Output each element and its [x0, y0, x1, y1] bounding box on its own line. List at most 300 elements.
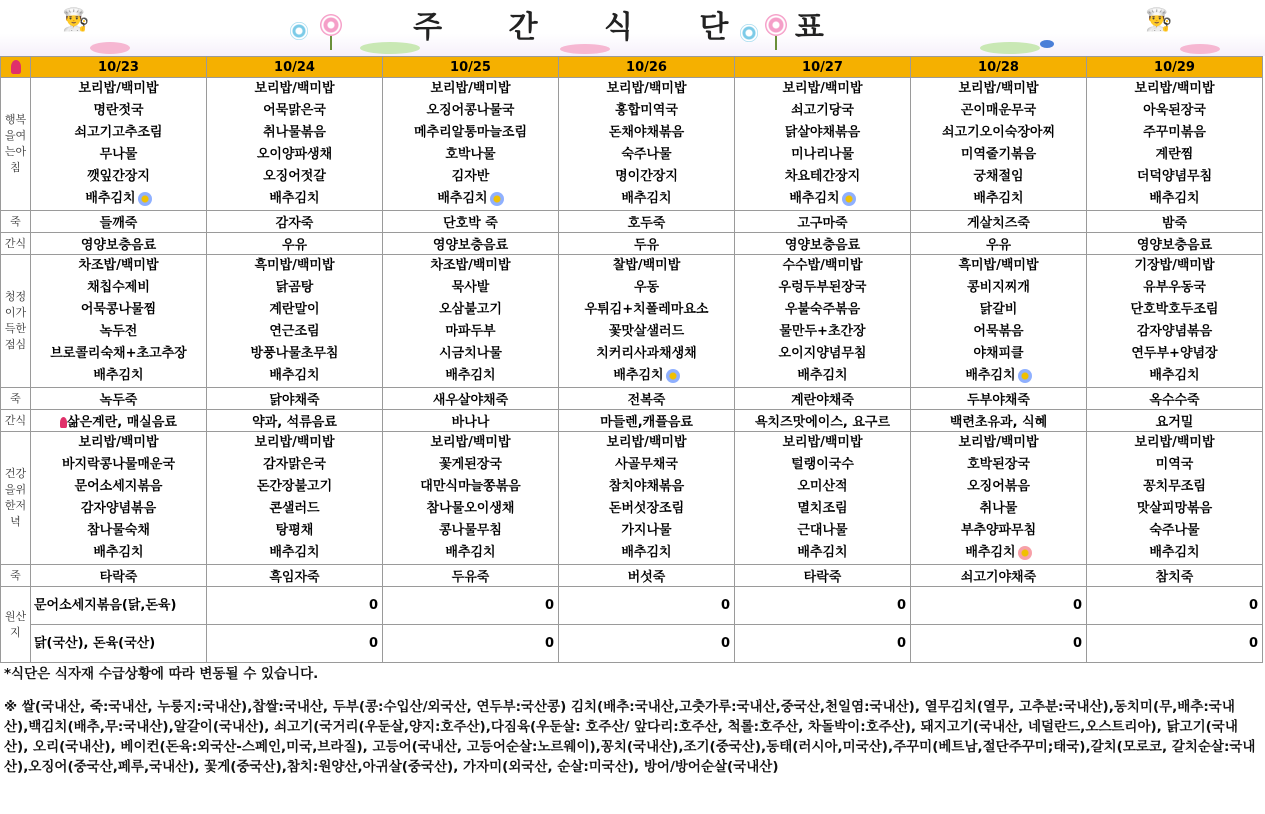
menu-item [911, 321, 1086, 343]
menu-item-text: 감자맑은국 [263, 457, 326, 472]
page-title: 주 간 식 단 표 [413, 10, 852, 45]
menu-item-text: 더덕양념무침 [1136, 169, 1213, 184]
porridge-cell [1087, 211, 1263, 233]
menu-item [559, 432, 734, 454]
menu-item [1087, 476, 1262, 498]
menu-item [735, 188, 910, 210]
origin-value: 0 [735, 587, 911, 625]
menu-item [911, 299, 1086, 321]
dinner-label: 건강을위한저녁 [1, 432, 31, 565]
menu-item [31, 498, 206, 520]
menu-item [735, 299, 910, 321]
daisy-icon [1018, 546, 1032, 560]
menu-item-text: 가지나물 [621, 523, 672, 538]
meal-cell [559, 78, 735, 211]
menu-item-text: 아욱된장국 [1143, 103, 1206, 118]
menu-item-text: 무나물 [99, 147, 138, 162]
menu-item-text: 배추김치 [269, 368, 320, 383]
meal-cell [559, 255, 735, 388]
menu-item-text: 홍합미역국 [615, 103, 678, 118]
porridge-cell-text: 쇠고기야채죽 [960, 570, 1037, 585]
menu-item [383, 343, 558, 365]
menu-item [911, 343, 1086, 365]
snack-cell-text: 영양보충음료 [784, 238, 861, 253]
menu-item [383, 299, 558, 321]
porridge-label: 죽 [1, 388, 31, 410]
origin-value: 0 [207, 625, 383, 663]
menu-item-text: 멸치조림 [797, 501, 848, 516]
notes [4, 664, 1259, 777]
porridge-cell-text: 계란야채죽 [791, 393, 854, 408]
menu-item [735, 78, 910, 100]
porridge-cell-text: 닭야채죽 [269, 393, 320, 408]
menu-item-text: 오징어젓갈 [263, 169, 326, 184]
origin-value: 0 [735, 625, 911, 663]
origin-value: 0 [383, 587, 559, 625]
menu-item [911, 277, 1086, 299]
menu-item [1087, 432, 1262, 454]
menu-item [383, 365, 558, 387]
menu-item-text: 차조밥/백미밥 [78, 258, 159, 273]
menu-item [559, 299, 734, 321]
menu-item [383, 542, 558, 564]
menu-item [31, 277, 206, 299]
menu-item [911, 542, 1086, 564]
meal-cell [911, 432, 1087, 565]
menu-item [383, 454, 558, 476]
porridge-cell-text: 녹두죽 [99, 393, 138, 408]
snack-label: 간식 [1, 233, 31, 255]
snack-cell [207, 410, 383, 432]
snack-cell [31, 410, 207, 432]
origin-value: 0 [1087, 587, 1263, 625]
menu-item-text: 기장밥/백미밥 [1134, 258, 1215, 273]
porridge-cell [207, 388, 383, 410]
porridge-cell-text: 두부야채죽 [967, 393, 1030, 408]
menu-item [911, 255, 1086, 277]
menu-item-text: 배추김치 [965, 545, 1016, 560]
menu-item-text: 배추김치 [269, 191, 320, 206]
menu-item [735, 144, 910, 166]
menu-item [559, 321, 734, 343]
menu-item [911, 498, 1086, 520]
menu-item [207, 255, 382, 277]
menu-item-text: 호박된장국 [967, 457, 1030, 472]
daisy-icon [666, 369, 680, 383]
menu-item [559, 476, 734, 498]
snack-cell [383, 410, 559, 432]
porridge-cell [735, 565, 911, 587]
menu-item-text: 닭갈비 [979, 302, 1018, 317]
menu-item-text: 쇠고기당국 [791, 103, 854, 118]
menu-item-text: 배추김치 [973, 191, 1024, 206]
menu-item-text: 감자양념볶음 [80, 501, 157, 516]
origin-value: 0 [1087, 625, 1263, 663]
chef-icon: 👨‍🍳 [1145, 8, 1173, 33]
menu-item [207, 476, 382, 498]
menu-item [735, 343, 910, 365]
menu-item-text: 단호박호두조림 [1130, 302, 1219, 317]
menu-item [735, 255, 910, 277]
menu-item-text: 보리밥/백미밥 [606, 81, 687, 96]
menu-item-text: 꽁치무조림 [1143, 479, 1206, 494]
menu-item [1087, 542, 1262, 564]
menu-item [207, 166, 382, 188]
menu-item [1087, 299, 1262, 321]
menu-item-text: 배추김치 [613, 368, 664, 383]
menu-item [559, 343, 734, 365]
menu-item [383, 122, 558, 144]
menu-item [1087, 365, 1262, 387]
menu-item-text: 오징어콩나물국 [426, 103, 515, 118]
porridge-cell [735, 388, 911, 410]
menu-item [911, 432, 1086, 454]
snack-cell-text: 영양보충음료 [432, 238, 509, 253]
menu-item-text: 보리밥/백미밥 [782, 435, 863, 450]
meal-cell [31, 432, 207, 565]
menu-item [207, 321, 382, 343]
menu-item-text: 우불숙주볶음 [784, 302, 861, 317]
porridge-cell-text: 전복죽 [627, 393, 666, 408]
menu-item [911, 166, 1086, 188]
tulip-icon [60, 417, 67, 428]
menu-item-text: 흑미밥/백미밥 [958, 258, 1039, 273]
menu-item-text: 배추김치 [965, 368, 1016, 383]
menu-item [1087, 144, 1262, 166]
menu-item-text: 대만식마늘쫑볶음 [420, 479, 521, 494]
menu-item-text: 배추김치 [85, 191, 136, 206]
menu-item-text: 맛살피망볶음 [1136, 501, 1213, 516]
menu-item-text: 부추양파무침 [960, 523, 1037, 538]
date-header: 10/27 [735, 57, 911, 78]
meal-cell [911, 255, 1087, 388]
menu-item [1087, 498, 1262, 520]
menu-item [911, 100, 1086, 122]
origin-item: 닭(국산), 돈육(국산) [31, 625, 207, 663]
menu-item-text: 우동 [633, 280, 660, 295]
menu-item-text: 묵사발 [451, 280, 490, 295]
menu-item [31, 78, 206, 100]
porridge-cell [383, 388, 559, 410]
menu-item-text: 배추김치 [621, 545, 672, 560]
menu-item-text: 오이양파생채 [256, 147, 333, 162]
snack-cell [31, 233, 207, 255]
menu-item-text: 야채피클 [973, 346, 1024, 361]
menu-item-text: 사골무채국 [615, 457, 678, 472]
menu-item [735, 498, 910, 520]
menu-item [559, 454, 734, 476]
menu-item-text: 오삼불고기 [439, 302, 502, 317]
menu-item [911, 520, 1086, 542]
menu-item-text: 보리밥/백미밥 [958, 81, 1039, 96]
snack-cell [735, 233, 911, 255]
menu-item [559, 100, 734, 122]
menu-item-text: 돈간장불고기 [256, 479, 333, 494]
menu-item [31, 454, 206, 476]
menu-item-text: 흑미밥/백미밥 [254, 258, 335, 273]
menu-item [735, 454, 910, 476]
meal-cell [31, 255, 207, 388]
menu-item-text: 배추김치 [269, 545, 320, 560]
meal-cell [207, 78, 383, 211]
banner [0, 0, 1265, 56]
menu-item [31, 365, 206, 387]
snack-cell-text: 우유 [281, 238, 308, 253]
meal-cell [207, 255, 383, 388]
menu-item [383, 476, 558, 498]
origin-item: 문어소세지볶음(닭,돈육) [31, 587, 207, 625]
menu-item-text: 감자양념볶음 [1136, 324, 1213, 339]
porridge-cell [383, 565, 559, 587]
menu-item-text: 미역줄기볶음 [960, 147, 1037, 162]
menu-item [559, 188, 734, 210]
menu-item [559, 166, 734, 188]
daisy-icon [490, 192, 504, 206]
menu-item-text: 주꾸미볶음 [1143, 125, 1206, 140]
lunch-label: 청정이가득한점심 [1, 255, 31, 388]
snack-cell-text: 두유 [633, 238, 660, 253]
porridge-cell-text: 흑임자죽 [269, 570, 320, 585]
date-header: 10/25 [383, 57, 559, 78]
menu-item-text: 우튀김+치폴레마요소 [584, 302, 709, 317]
menu-item [31, 476, 206, 498]
menu-item-text: 탕평채 [275, 523, 314, 538]
snack-cell [1087, 233, 1263, 255]
menu-item [559, 78, 734, 100]
menu-item-text: 바지락콩나물매운국 [61, 457, 176, 472]
menu-item [911, 78, 1086, 100]
menu-item-text: 보리밥/백미밥 [430, 435, 511, 450]
menu-item [1087, 454, 1262, 476]
menu-item [31, 520, 206, 542]
snack-cell-text: 삶은계란, 매실음료 [67, 415, 177, 430]
snack-cell [911, 410, 1087, 432]
menu-item [31, 432, 206, 454]
menu-item-text: 어묵콩나물찜 [80, 302, 157, 317]
porridge-cell-text: 들깨죽 [99, 216, 138, 231]
menu-item [735, 520, 910, 542]
porridge-cell-text: 두유죽 [451, 570, 490, 585]
menu-item-text: 꽃맛살샐러드 [608, 324, 685, 339]
porridge-cell [559, 388, 735, 410]
menu-item [207, 498, 382, 520]
porridge-cell-text: 단호박 죽 [443, 216, 498, 231]
date-header: 10/23 [31, 57, 207, 78]
origin-value: 0 [559, 625, 735, 663]
menu-item-text: 어묵맑은국 [263, 103, 326, 118]
menu-item-text: 배추김치 [93, 545, 144, 560]
porridge-cell [31, 565, 207, 587]
menu-item [735, 100, 910, 122]
menu-item [735, 166, 910, 188]
menu-item [559, 365, 734, 387]
menu-item [31, 100, 206, 122]
menu-item [911, 122, 1086, 144]
porridge-cell [911, 388, 1087, 410]
porridge-cell [31, 211, 207, 233]
menu-item [1087, 188, 1262, 210]
snack-cell [1087, 410, 1263, 432]
menu-item-text: 보리밥/백미밥 [254, 81, 335, 96]
menu-item-text: 채칩수제비 [87, 280, 150, 295]
porridge-cell [559, 211, 735, 233]
date-header: 10/24 [207, 57, 383, 78]
porridge-cell [207, 565, 383, 587]
menu-item [1087, 520, 1262, 542]
menu-item [383, 321, 558, 343]
menu-item [1087, 343, 1262, 365]
menu-item-text: 쇠고기고추조림 [74, 125, 163, 140]
meal-cell [1087, 255, 1263, 388]
menu-item [1087, 255, 1262, 277]
porridge-cell-text: 고구마죽 [797, 216, 848, 231]
menu-item-text: 참나물숙채 [87, 523, 150, 538]
menu-item [1087, 100, 1262, 122]
menu-item [31, 255, 206, 277]
origin-value: 0 [911, 587, 1087, 625]
porridge-cell [31, 388, 207, 410]
menu-item [383, 144, 558, 166]
chef-icon: 👨‍🍳 [62, 8, 90, 33]
menu-item-text: 배추김치 [797, 368, 848, 383]
menu-item [207, 100, 382, 122]
menu-item [383, 277, 558, 299]
snack-cell [207, 233, 383, 255]
menu-item-text: 보리밥/백미밥 [78, 81, 159, 96]
menu-item [383, 166, 558, 188]
menu-item [559, 498, 734, 520]
menu-item-text: 방풍나물초무침 [250, 346, 339, 361]
date-header: 10/28 [911, 57, 1087, 78]
menu-item-text: 돈채야채볶음 [608, 125, 685, 140]
porridge-cell-text: 타락죽 [99, 570, 138, 585]
menu-item [559, 277, 734, 299]
porridge-cell [1087, 388, 1263, 410]
menu-item-text: 배추김치 [1149, 368, 1200, 383]
menu-item-text: 보리밥/백미밥 [606, 435, 687, 450]
menu-item-text: 곤이매운무국 [960, 103, 1037, 118]
meal-cell [559, 432, 735, 565]
porridge-cell [207, 211, 383, 233]
snack-cell-text: 백련초유과, 식혜 [949, 415, 1048, 430]
menu-item-text: 미역국 [1155, 457, 1194, 472]
meal-cell [735, 255, 911, 388]
menu-item-text: 녹두전 [99, 324, 138, 339]
menu-item-text: 보리밥/백미밥 [958, 435, 1039, 450]
menu-item-text: 차요테간장지 [784, 169, 861, 184]
porridge-cell [911, 565, 1087, 587]
menu-item-text: 오이지양념무침 [778, 346, 867, 361]
menu-item-text: 콩나물무침 [439, 523, 502, 538]
snack-cell [559, 410, 735, 432]
menu-item-text: 찰밥/백미밥 [612, 258, 681, 273]
menu-item-text: 마파두부 [445, 324, 496, 339]
porridge-cell-text: 감자죽 [275, 216, 314, 231]
menu-item-text: 계란찜 [1155, 147, 1194, 162]
menu-item-text: 보리밥/백미밥 [254, 435, 335, 450]
menu-item [31, 122, 206, 144]
menu-item [1087, 277, 1262, 299]
menu-item-text: 배추김치 [797, 545, 848, 560]
menu-item [735, 476, 910, 498]
menu-item-text: 배추김치 [445, 368, 496, 383]
menu-item-text: 김자반 [451, 169, 490, 184]
menu-item [31, 188, 206, 210]
menu-item [31, 542, 206, 564]
porridge-cell-text: 옥수수죽 [1149, 393, 1200, 408]
meal-cell [1087, 432, 1263, 565]
menu-item-text: 차조밥/백미밥 [430, 258, 511, 273]
snack-label: 간식 [1, 410, 31, 432]
menu-item-text: 숙주나물 [1149, 523, 1200, 538]
menu-item [559, 255, 734, 277]
menu-item-text: 시금치나물 [439, 346, 502, 361]
menu-item-text: 우렁두부된장국 [778, 280, 867, 295]
menu-item-text: 배추김치 [93, 368, 144, 383]
menu-item [735, 542, 910, 564]
menu-item-text: 배추김치 [1149, 191, 1200, 206]
origin-value: 0 [383, 625, 559, 663]
menu-item-text: 쇠고기오이숙장아찌 [941, 125, 1056, 140]
porridge-cell-text: 타락죽 [803, 570, 842, 585]
snack-cell-text: 영양보충음료 [80, 238, 157, 253]
menu-item [735, 122, 910, 144]
menu-item [559, 144, 734, 166]
menu-item-text: 참나물오이생채 [426, 501, 515, 516]
menu-item-text: 털랭이국수 [791, 457, 854, 472]
breakfast-label: 행복을여는아침 [1, 78, 31, 211]
porridge-cell-text: 호두죽 [627, 216, 666, 231]
porridge-label: 죽 [1, 565, 31, 587]
menu-item-text: 호박나물 [445, 147, 496, 162]
menu-item [1087, 321, 1262, 343]
meal-cell [207, 432, 383, 565]
menu-item-text: 미나리나물 [791, 147, 854, 162]
menu-item [559, 520, 734, 542]
menu-item [31, 343, 206, 365]
meal-cell [911, 78, 1087, 211]
porridge-cell [559, 565, 735, 587]
menu-item-text: 치커리사과채생채 [596, 346, 697, 361]
porridge-cell-text: 새우살야채죽 [432, 393, 509, 408]
menu-item [207, 432, 382, 454]
meal-cell [31, 78, 207, 211]
menu-item [207, 343, 382, 365]
menu-item-text: 닭살야채볶음 [784, 125, 861, 140]
menu-item [735, 432, 910, 454]
menu-item-text: 배추김치 [621, 191, 672, 206]
snack-cell-text: 약과, 석류음료 [252, 415, 337, 430]
menu-item-text: 보리밥/백미밥 [430, 81, 511, 96]
daisy-icon [1018, 369, 1032, 383]
menu-item-text: 문어소세지볶음 [74, 479, 163, 494]
porridge-label: 죽 [1, 211, 31, 233]
menu-item-text: 배추김치 [437, 191, 488, 206]
menu-item-text: 물만두+초간장 [779, 324, 866, 339]
menu-item-text: 보리밥/백미밥 [1134, 435, 1215, 450]
snack-cell [911, 233, 1087, 255]
notes-disclaimer: *식단은 식자재 수급상황에 따라 변동될 수 있습니다. [4, 666, 319, 682]
origin-label: 원산지 [1, 587, 31, 663]
daisy-icon [138, 192, 152, 206]
menu-item-text: 궁채절임 [973, 169, 1024, 184]
menu-item [207, 277, 382, 299]
meal-cell [383, 432, 559, 565]
menu-item-text: 보리밥/백미밥 [1134, 81, 1215, 96]
menu-item-text: 보리밥/백미밥 [782, 81, 863, 96]
menu-item [383, 255, 558, 277]
porridge-cell [735, 211, 911, 233]
